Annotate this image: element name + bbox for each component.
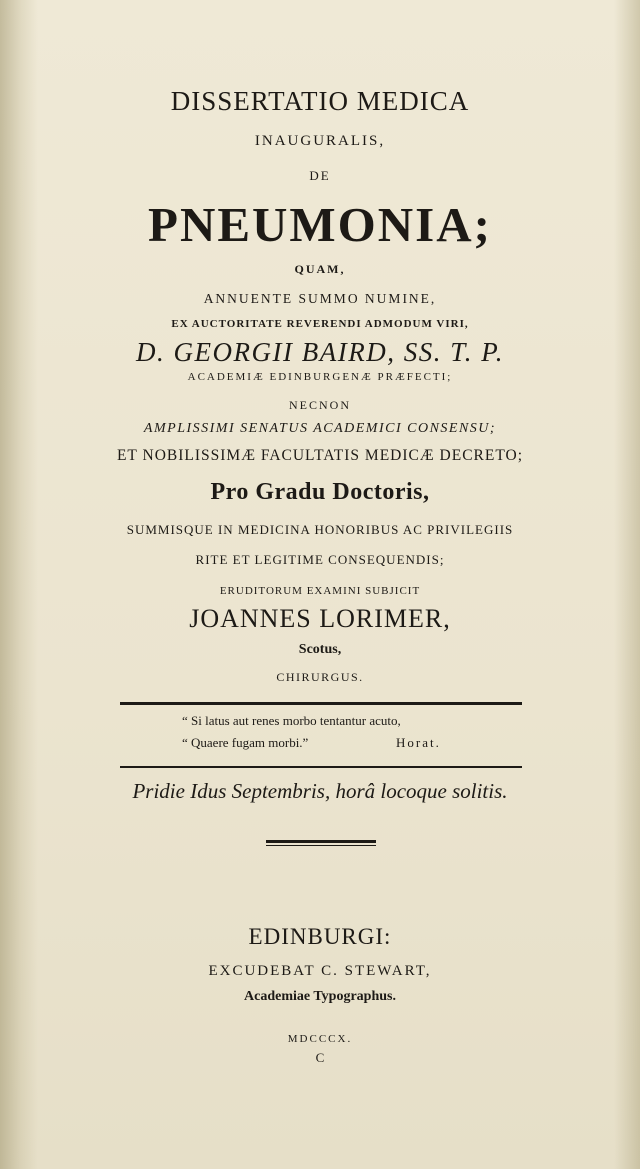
auctoritate-line: EX AUCTORITATE REVERENDI ADMODUM VIRI, — [171, 318, 469, 330]
subtitle-inauguralis: INAUGURALIS, — [254, 133, 386, 149]
ornament-rule-thin — [266, 845, 376, 846]
imprint-city: EDINBURGI: — [248, 924, 392, 949]
rector-name: D. GEORGII BAIRD, SS. T. P. — [136, 337, 504, 367]
eruditorum-line: ERUDITORUM EXAMINI SUBJICIT — [219, 585, 421, 597]
author-nationality: Scotus, — [298, 642, 342, 657]
author-name: JOANNES LORIMER, — [189, 604, 451, 633]
degree-line: Pro Gradu Doctoris, — [210, 479, 430, 505]
rite-line: RITE ET LEGITIME CONSEQUENDIS; — [195, 552, 445, 567]
quam-line: QUAM, — [294, 262, 346, 276]
de-line: DE — [309, 168, 331, 183]
imprint-year: MDCCCX. — [287, 1033, 353, 1045]
epigraph-line-1: “ Si latus aut renes morbo tentantur acuto, — [182, 713, 401, 728]
annuente-line: ANNUENTE SUMMO NUMINE, — [203, 291, 437, 306]
epigraph-author: Horat. — [396, 735, 441, 750]
epigraph-rule-bottom — [120, 766, 522, 768]
academiae-line: ACADEMIÆ EDINBURGENÆ PRÆFECTI; — [187, 371, 453, 383]
epigraph-line-2: “ Quaere fugam morbi.” — [182, 735, 309, 750]
main-title: DISSERTATIO MEDICA — [170, 86, 470, 116]
imprint-role: Academiae Typographus. — [244, 989, 396, 1004]
ornament-rule — [266, 840, 376, 843]
facultatis-line: ET NOBILISSIMÆ FACULTATIS MEDICÆ DECRETO; — [116, 447, 524, 464]
imprint-printer: EXCUDEBAT C. STEWART, — [208, 963, 432, 979]
author-profession: CHIRURGUS. — [276, 670, 364, 684]
senatus-line: AMPLISSIMI SENATUS ACADEMICI CONSENSU; — [143, 421, 497, 436]
necnon-line: NECNON — [289, 398, 351, 412]
signature-mark: C — [315, 1050, 325, 1065]
subject-title: PNEUMONIA; — [148, 197, 492, 252]
epigraph-rule-top — [120, 702, 522, 705]
summisque-line: SUMMISQUE IN MEDICINA HONORIBUS AC PRIVILEGIIS — [126, 522, 514, 537]
date-line: Pridie Idus Septembris, horâ locoque solitis. — [132, 779, 508, 803]
